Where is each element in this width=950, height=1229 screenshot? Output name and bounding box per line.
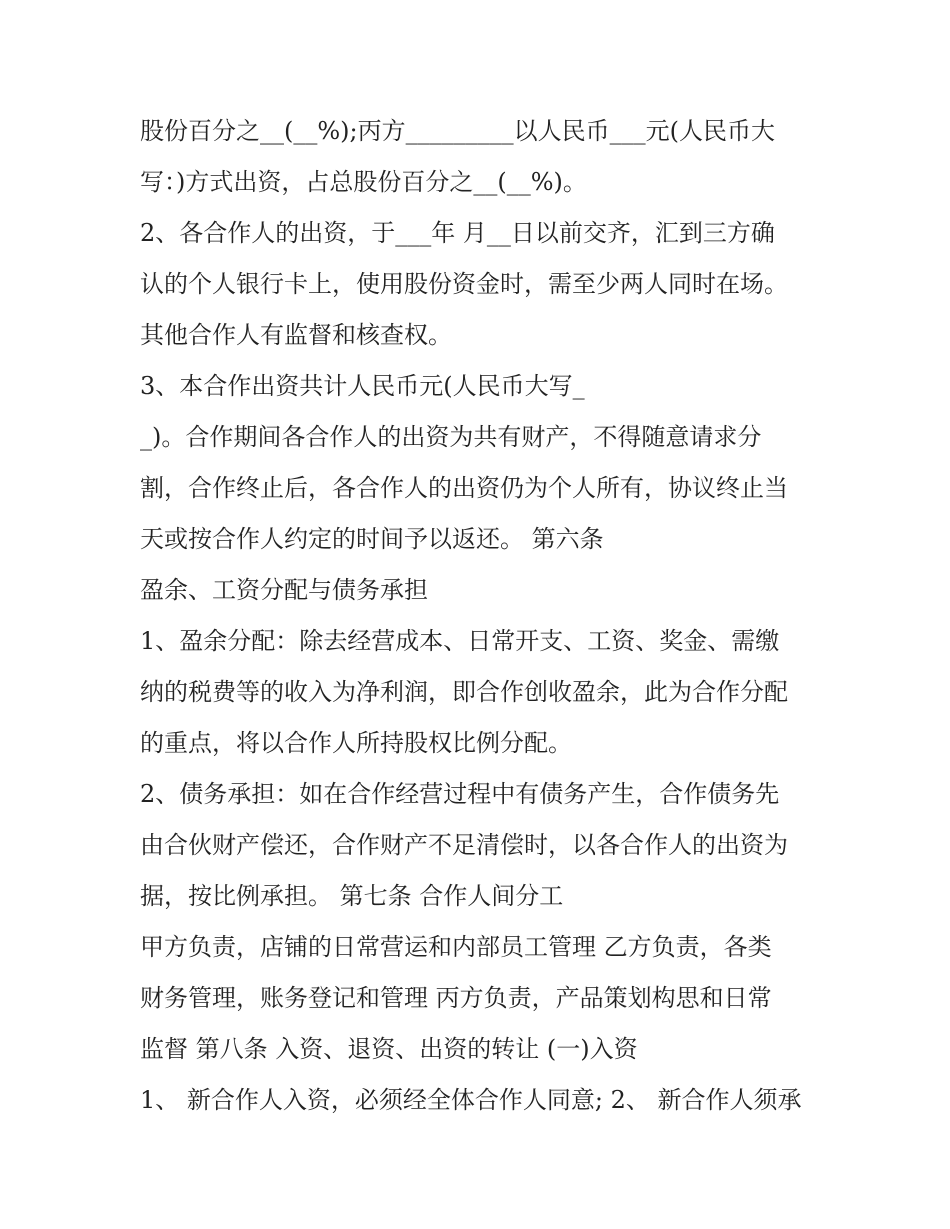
section-heading: 盈余、工资分配与债务承担 (140, 576, 428, 604)
document-body (140, 106, 830, 1126)
text-line-6: 3、本合作出资共计人民币元(人民币大写_ (140, 372, 585, 400)
text-line-15: 由合伙财产偿还，合作财产不足清偿时，以各合作人的出资为 (140, 831, 788, 859)
text-line-16: 据，按比例承担。 第七条 合作人间分工 (140, 882, 564, 910)
text-line-12: 纳的税费等的收入为净利润，即合作创收盈余，此为合作分配 (140, 678, 788, 706)
text-line-5: 其他合作人有监督和核查权。 (140, 321, 452, 349)
text-line-7: _)。合作期间各合作人的出资为共有财产，不得随意请求分 (140, 423, 762, 451)
text-line-2: 写：)方式出资，占总股份百分之__(__%)。 (140, 168, 587, 196)
text-line-3: 2、各合作人的出资，于___年 月__日以前交齐，汇到三方确 (140, 219, 775, 247)
text-line-13: 的重点，将以合作人所持股权比例分配。 (140, 729, 572, 757)
text-line-19: 监督 第八条 入资、退资、出资的转让 (一)入资 (140, 1035, 638, 1063)
text-line-20: 1、 新合作人入资，必须经全体合作人同意; 2、 新合作人须承 (140, 1086, 802, 1114)
text-line-18: 财务管理，账务登记和管理 丙方负责，产品策划构思和日常 (140, 984, 772, 1012)
text-line-14: 2、债务承担：如在合作经营过程中有债务产生，合作债务先 (140, 780, 780, 808)
text-line-1: 股份百分之__(__%);丙方_________以人民币___元(人民币大 (140, 117, 775, 145)
text-line-11: 1、盈余分配：除去经营成本、日常开支、工资、奖金、需缴 (140, 627, 780, 655)
text-line-17: 甲方负责，店铺的日常营运和内部员工管理 乙方负责，各类 (140, 933, 772, 961)
text-line-4: 认的个人银行卡上，使用股份资金时，需至少两人同时在场。 (140, 270, 788, 298)
text-line-9: 天或按合作人约定的时间予以返还。 第六条 (140, 525, 604, 553)
text-line-8: 割，合作终止后，各合作人的出资仍为个人所有，协议终止当 (140, 474, 788, 502)
